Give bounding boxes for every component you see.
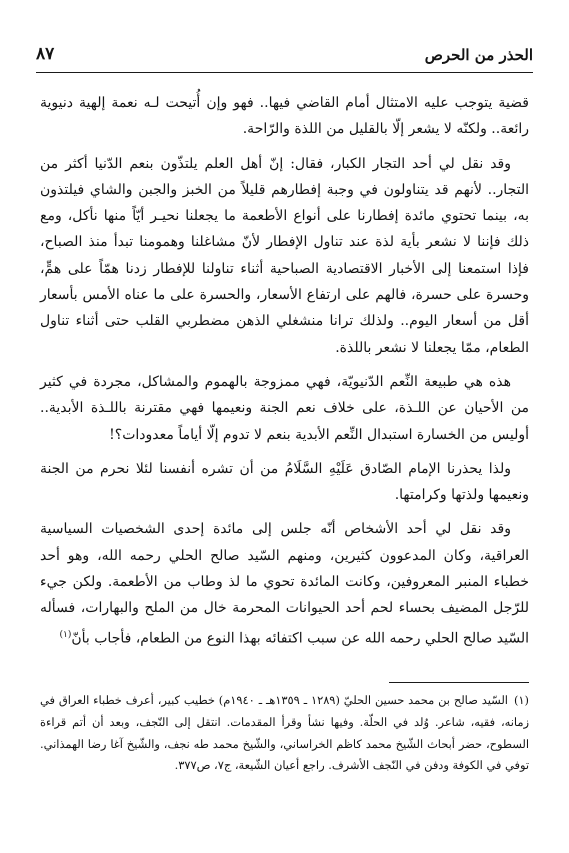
paragraph: وقد نقل لي أحد التجار الكبار، فقال: إنّ أهل العلم يلتذّون بنعم الدّنيا أكثر من التجار.. لأنهم قد يتناولون في وجبة إفطارهم قليلاً من الخبز والجبن والشاي فيلتذون به، بينما تحتوي مائدة إفطارنا على أنواع الأطعمة ما يجعلنا نحيـر أيّاً منها نأكل، ومع ذلك فإننا لا نشعر بأية لذة عند تناول الإفطار لأنّ مشاغلنا وهمومنا تبدأ منذ الصباح، فإذا استمعنا إلى الأخبار الاقتصادية الصباحية أثناء تناولنا للإفطار زدنا همّاً على همٍّ، وحسرة على حسرة، فالهم على ارتفاع الأسعار، والحسرة على ما عناه الأمس بأسعار أقل من أسعار اليوم.. ولذلك ترانا منشغلي الذهن مضطربي القلب حتى أثناء تناول الطعام، ممّا يجعلنا لا نشعر باللذة. <box>40 155 529 356</box>
footnote-separator <box>389 682 529 683</box>
body-text <box>40 90 529 660</box>
footnote-reference: (١) <box>59 629 72 640</box>
footnote-text: السّيد صالح بن محمد حسين الحليّ (١٢٨٩ ـ ١٣٥٩هـ ـ ١٩٤٠م) خطيب كبير، أعرف خطباء العراق في زمانه، فقيه، شاعر. وُلد في الحلّة. وفيها نشأ وقرأ المقدمات. انتقل إلى النّجف، وبعد أن أتم قراءة السطوح، حضر أبحاث الشّيخ محمد كاظم الخراساني، والشّيخ محمد طه نجف، والشّيخ آغا رضا الهمذاني. توفي في الكوفة ودفن في النّجف الأشرف. راجع أعيان الشّيعة، ج٧، ص٣٧٧. <box>40 693 529 773</box>
header-rule <box>36 72 533 73</box>
paragraph-text: وقد نقل لي أحد الأشخاص أنّه جلس إلى مائدة إحدى الشخصيات السياسية العراقية، وكان المدعوون كثيرين، ومنهم السّيد صالح الحلي رحمه الله، وهو أحد خطباء المنبر المعروفين، وكانت المائدة تحوي ما لذ وطاب من الأطعمة. ولكن جيء للرّجل المضيف بحساء لحم أحد الحيوانات المحرمة خال من الملح والبهارات، فسأله السّيد صالح الحلي رحمه الله عن سبب اكتفائه بهذا النوع من الطعام، فأجاب بأنّ <box>40 521 529 647</box>
footnotes <box>40 690 529 777</box>
page-number: ٨٧ <box>36 44 55 64</box>
paragraph: هذه هي طبيعة النِّعم الدّنيويّة، فهي ممزوجة بالهموم والمشاكل، مجردة في كثير من الأحيان عن اللـذة، على خلاف نعم الجنة ونعيمها فهي مقترنة باللـذة الأبدية.. أوليس من الخسارة استبدال النِّعم الأبدية بنعم لا تدوم إلّا أياماً معدودات؟! <box>40 373 529 443</box>
paragraph: ولذا يحذرنا الإمام الصّادق عَلَيْهِ السَّلَامُ من أن تشره أنفسنا لئلا نحرم من الجنة ونعيمها ولذتها وكرامتها. <box>40 460 529 504</box>
paragraph <box>40 516 529 651</box>
running-title: الحذر من الحرص <box>424 46 533 64</box>
page-header <box>36 44 533 68</box>
footnote-marker: (١) <box>513 693 529 707</box>
paragraph: قضية يتوجب عليه الامتثال أمام القاضي فيها.. فهو وإن أُتيحت لـه نعمة إلهية دنيوية رائعة.. ولكنّه لا يشعر إلّا بالقليل من اللذة والرّاحة. <box>40 95 529 138</box>
